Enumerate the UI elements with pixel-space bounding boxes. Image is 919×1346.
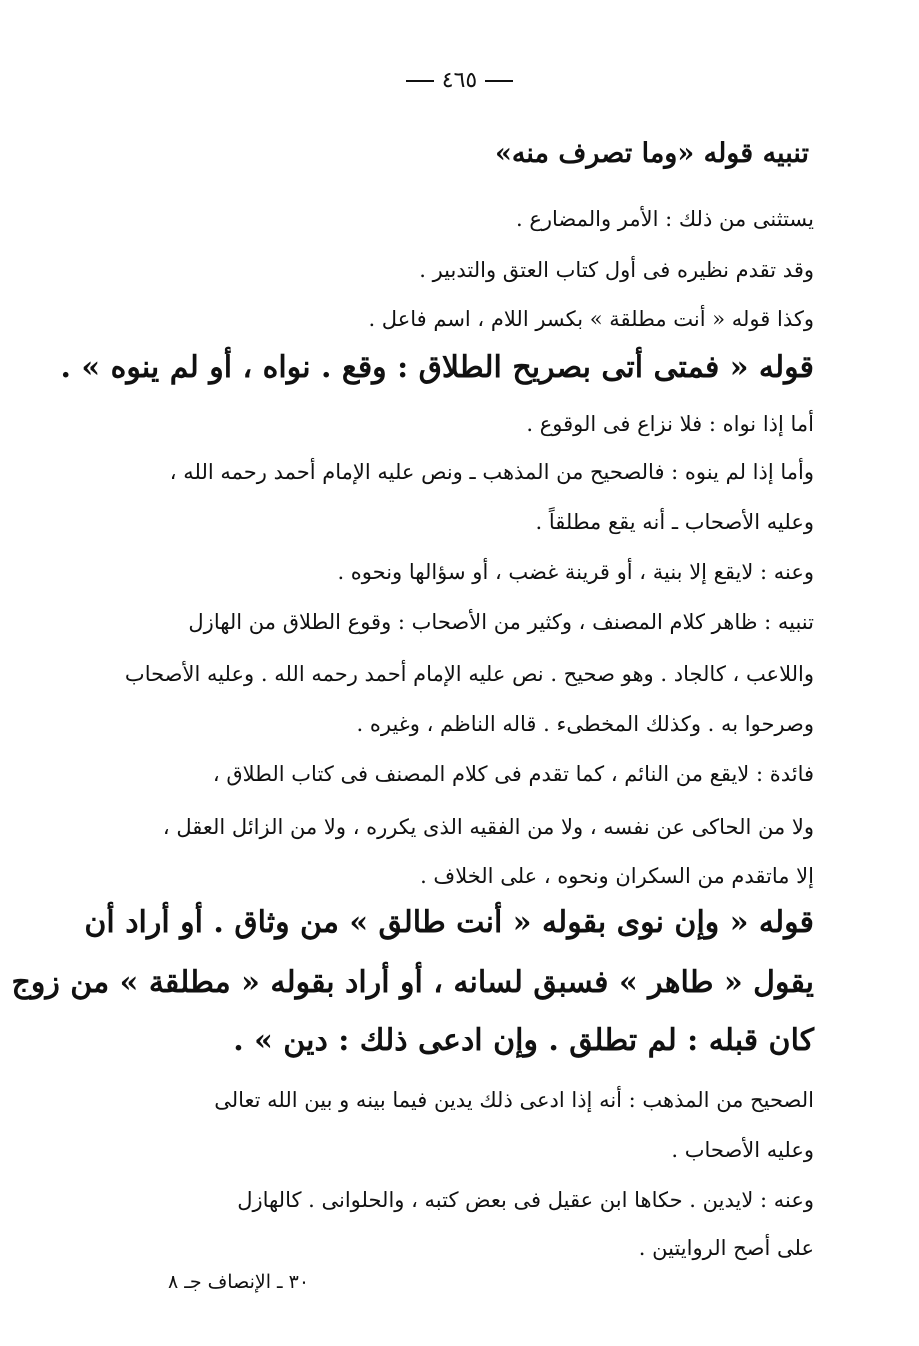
text-line: وعنه : لايدين . حكاها ابن عقيل فى بعض كتبه ، والحلوانى . كالهازل xyxy=(237,1188,814,1212)
text-line: ولا من الحاكى عن نفسه ، ولا من الفقيه الذى يكرره ، ولا من الزائل العقل ، xyxy=(162,815,814,839)
page-number: ٤٦٥ xyxy=(441,68,478,93)
text-line: وصرحوا به . وكذلك المخطىء . قاله الناظم ، وغيره . xyxy=(356,712,814,736)
text-line: فائدة : لايقع من النائم ، كما تقدم فى كلام المصنف فى كتاب الطلاق ، xyxy=(212,762,814,786)
heading-line: قوله « وإن نوى بقوله « أنت طالق » من وثاق . أو أراد أن xyxy=(84,905,814,940)
text-line: على أصح الروايتين . xyxy=(638,1236,814,1260)
text-line: واللاعب ، كالجاد . وهو صحيح . نص عليه الإمام أحمد رحمه الله . وعليه الأصحاب xyxy=(124,662,814,686)
heading-line: قوله « فمتى أتى بصريح الطلاق : وقع . نواه ، أو لم ينوه » . xyxy=(60,350,814,385)
text-line: أما إذا نواه : فلا نزاع فى الوقوع . xyxy=(526,412,814,436)
text-line: وعليه الأصحاب ـ أنه يقع مطلقاً . xyxy=(535,510,814,534)
text-line: وأما إذا لم ينوه : فالصحيح من المذهب ـ ونص عليه الإمام أحمد رحمه الله ، xyxy=(169,460,814,484)
page-number-header xyxy=(0,68,919,93)
text-line: إلا ماتقدم من السكران ونحوه ، على الخلاف . xyxy=(420,864,814,888)
text-line: وعنه : لايقع إلا بنية ، أو قرينة غضب ، أو سؤالها ونحوه . xyxy=(337,560,814,584)
footer-signature: ٣٠ ـ الإنصاف جـ ٨ xyxy=(168,1271,310,1293)
text-line: وعليه الأصحاب . xyxy=(671,1138,814,1162)
text-line: يستثنى من ذلك : الأمر والمضارع . xyxy=(515,207,814,231)
dash-right xyxy=(406,80,434,82)
text-line: وقد تقدم نظيره فى أول كتاب العتق والتدبير . xyxy=(419,258,814,282)
dash-left xyxy=(485,80,513,82)
text-line: تنبيه : ظاهر كلام المصنف ، وكثير من الأصحاب : وقوع الطلاق من الهازل xyxy=(188,610,814,634)
heading-line: يقول « طاهر » فسبق لسانه ، أو أراد بقوله « مطلقة » من زوج xyxy=(11,965,814,1000)
heading-line: كان قبله : لم تطلق . وإن ادعى ذلك : دين » . xyxy=(233,1023,814,1058)
text-line: وكذا قوله « أنت مطلقة » بكسر اللام ، اسم فاعل . xyxy=(368,307,814,331)
heading-line: تنبيه قوله «وما تصرف منه» xyxy=(495,138,809,169)
text-line: الصحيح من المذهب : أنه إذا ادعى ذلك يدين فيما بينه و بين الله تعالى xyxy=(214,1088,814,1112)
